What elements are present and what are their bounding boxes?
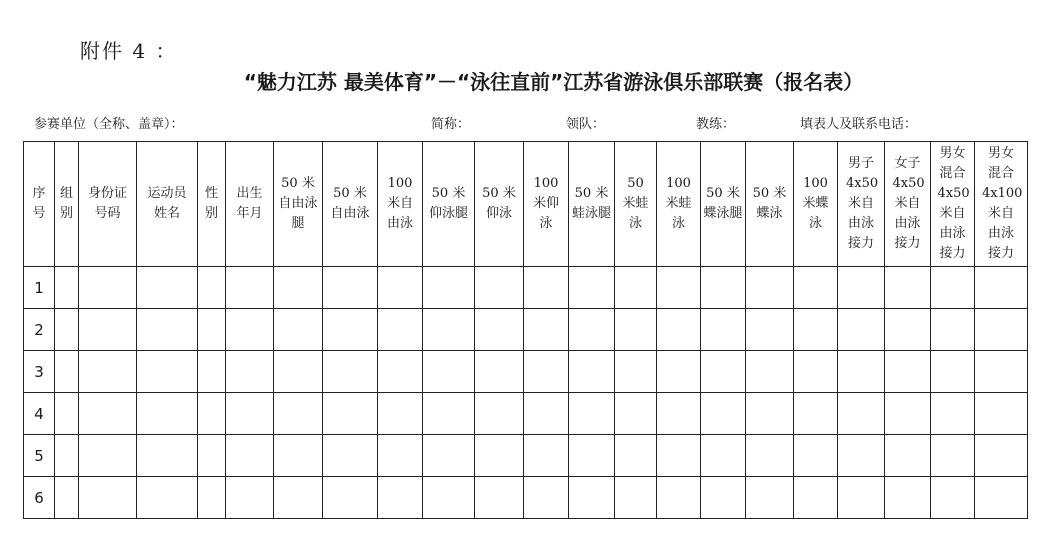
col-header-label: 男女混合 4x50 米自由泳接力 bbox=[937, 146, 970, 261]
col-header-label: 100 米自由泳 bbox=[386, 176, 413, 231]
col-header-label: 100 米蛙泳 bbox=[665, 176, 692, 231]
col-header-label: 组别 bbox=[59, 186, 73, 221]
col-header bbox=[838, 142, 885, 267]
col-header bbox=[746, 142, 794, 267]
meta-coach-label: 教练： bbox=[696, 117, 736, 132]
col-header bbox=[524, 142, 569, 267]
col-header-label: 100 米仰泳 bbox=[532, 176, 559, 231]
col-header bbox=[137, 142, 198, 267]
col-header-label: 男子 4x50 米自由泳接力 bbox=[846, 156, 879, 251]
table-row bbox=[24, 393, 1028, 435]
col-header bbox=[931, 142, 975, 267]
meta-unit-label: 参赛单位（全称、盖章）： bbox=[34, 117, 184, 132]
col-header-label: 50 米仰泳 bbox=[482, 186, 516, 221]
row-number-cell: 4 bbox=[24, 393, 55, 435]
table-row bbox=[24, 309, 1028, 351]
registration-table bbox=[23, 141, 1028, 519]
col-header bbox=[569, 142, 615, 267]
col-header-label: 男女混合 4x100 米自由泳接力 bbox=[982, 146, 1023, 261]
col-header bbox=[274, 142, 323, 267]
col-header bbox=[198, 142, 226, 267]
col-header bbox=[975, 142, 1028, 267]
row-number-cell: 6 bbox=[24, 477, 55, 519]
col-header-label: 性别 bbox=[204, 186, 218, 221]
row-number-cell: 5 bbox=[24, 435, 55, 477]
col-header-label: 50 米蛙泳 bbox=[622, 176, 649, 231]
col-header-label: 50 米自由泳 bbox=[330, 186, 370, 221]
document-title: “魅力江苏 最美体育”－“泳往直前”江苏省游泳俱乐部联赛（报名表） bbox=[243, 70, 864, 94]
col-header bbox=[615, 142, 657, 267]
col-header bbox=[79, 142, 137, 267]
col-header bbox=[475, 142, 524, 267]
col-header-label: 女子 4x50 米自由泳接力 bbox=[892, 156, 925, 251]
table-row bbox=[24, 267, 1028, 309]
col-header bbox=[701, 142, 746, 267]
col-header bbox=[794, 142, 838, 267]
col-header-label: 50 米蛙泳腿 bbox=[571, 186, 611, 221]
attachment-label: 附件 4 ： bbox=[80, 39, 178, 63]
col-header-label: 50 米自由泳腿 bbox=[278, 176, 318, 231]
col-header-label: 身份证号码 bbox=[87, 186, 127, 221]
table-row bbox=[24, 351, 1028, 393]
meta-short-name-label: 简称： bbox=[431, 117, 471, 132]
table-row bbox=[24, 477, 1028, 519]
row-number-cell: 3 bbox=[24, 351, 55, 393]
meta-team-leader-label: 领队： bbox=[566, 117, 606, 132]
row-number-cell: 1 bbox=[24, 267, 55, 309]
col-header bbox=[423, 142, 475, 267]
col-header bbox=[885, 142, 931, 267]
col-header bbox=[24, 142, 55, 267]
col-header-label: 运动员姓名 bbox=[147, 186, 187, 221]
table-header-row bbox=[24, 142, 1028, 267]
col-header-label: 50 米仰泳腿 bbox=[428, 186, 468, 221]
col-header bbox=[378, 142, 423, 267]
col-header-label: 50 米蝶泳腿 bbox=[703, 186, 743, 221]
row-number-cell: 2 bbox=[24, 309, 55, 351]
col-header bbox=[55, 142, 79, 267]
col-header-label: 50 米蝶泳 bbox=[752, 186, 787, 221]
col-header-label: 100 米蝶泳 bbox=[802, 176, 829, 231]
col-header bbox=[657, 142, 701, 267]
table-row bbox=[24, 435, 1028, 477]
col-header bbox=[226, 142, 274, 267]
col-header bbox=[323, 142, 378, 267]
col-header-label: 序号 bbox=[32, 186, 46, 221]
col-header-label: 出生年月 bbox=[236, 186, 263, 221]
meta-contact-label: 填表人及联系电话： bbox=[800, 117, 918, 132]
